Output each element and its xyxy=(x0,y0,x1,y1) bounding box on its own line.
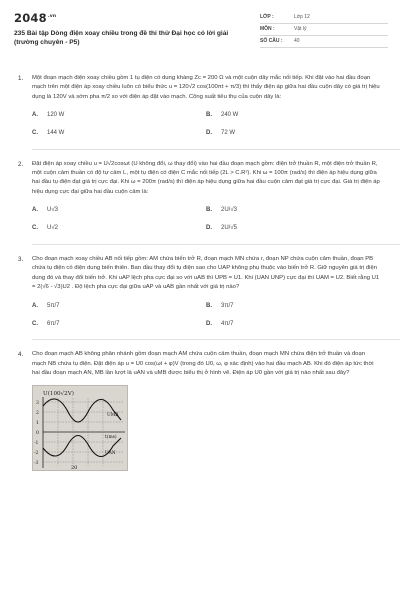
option-letter: C. xyxy=(32,130,38,137)
question-2 xyxy=(14,160,388,245)
option-value: 6π/7 xyxy=(47,320,60,327)
option-letter: B. xyxy=(206,112,212,119)
meta-value: 40 xyxy=(294,37,300,44)
question-text: Cho đoạn mạch AB không phân nhánh gồm đoạn mạch AM chứa cuộn cảm thuần, đoạn mạch MN chứa điện trở thuần và đoạn mạch NB chứa tụ điện. Đặt điện áp u = U0 cos(ωt + φ)V (trong đó U0, ω, φ xác định) vào hai đầu mạch AB. Khi đó điện áp tức thời hai đầu đoạn mạch AN, MB lần lượt là uAN và uMB được biểu thị ở hình vẽ. Điện áp U0 gần với giá trị nào nhất sau đây? xyxy=(32,351,374,376)
label-20: 20 xyxy=(71,465,78,472)
question-body xyxy=(32,74,380,150)
question-divider xyxy=(32,149,400,150)
question-number: 4. xyxy=(18,351,24,359)
graph-y-ticks xyxy=(34,400,39,466)
option-a[interactable] xyxy=(32,202,206,220)
question-4 xyxy=(14,350,388,378)
graph-ylabel: U(100√2V) xyxy=(43,391,74,398)
question-text: Một đoạn mạch điện xoay chiều gồm 1 tụ điện có dung kháng Zc = 200 Ω và một cuộn dây mắc nối tiếp. Khi đặt vào hai đầu đoạn mạch trên một điện áp xoay chiều luôn có biểu thức u = 120√2 cos(100πt + π/3) thì thấy điện áp giữa hai đầu cuộn dây có giá trị hiệu dụng là 120V và sớm pha π/2 so với điện áp đặt vào mạch. Công suất tiêu thụ của cuộn dây là: xyxy=(32,75,380,100)
meta-key: SỐ CÂU : xyxy=(260,37,283,44)
option-value: 120 W xyxy=(47,112,65,119)
umb-curve xyxy=(43,399,121,422)
option-letter: C. xyxy=(32,225,38,232)
y-tick: 2 xyxy=(36,411,39,417)
label-time: t(ms) xyxy=(105,435,117,441)
y-tick: -1 xyxy=(34,441,39,447)
option-letter: D. xyxy=(206,320,212,327)
option-letter: D. xyxy=(206,225,212,232)
option-a[interactable] xyxy=(32,297,206,315)
meta-value: Lớp 12 xyxy=(294,13,310,20)
option-value: U√3 xyxy=(47,207,58,214)
question-body xyxy=(32,350,380,378)
option-value: 72 W xyxy=(221,130,236,137)
meta-key: MÔN : xyxy=(260,25,275,32)
y-tick: 3 xyxy=(36,401,39,407)
document-header xyxy=(14,10,388,64)
option-letter: A. xyxy=(32,207,38,214)
option-letter: B. xyxy=(206,302,212,309)
option-d[interactable] xyxy=(206,220,380,238)
option-value: 3π/7 xyxy=(221,302,234,309)
question-1 xyxy=(14,74,388,150)
meta-value: Vật lý xyxy=(294,25,307,32)
header-left xyxy=(14,10,242,47)
voltage-graph-figure xyxy=(32,385,128,471)
option-b[interactable] xyxy=(206,202,380,220)
question-number: 3. xyxy=(18,256,24,264)
answer-options xyxy=(32,202,380,238)
option-c[interactable] xyxy=(32,220,206,238)
question-number: 2. xyxy=(18,160,24,168)
y-tick: -3 xyxy=(34,461,39,467)
label-umb: UMB xyxy=(107,413,119,419)
question-number: 1. xyxy=(18,75,24,82)
option-value: 144 W xyxy=(47,130,65,137)
option-value: 2U/√5 xyxy=(221,225,237,232)
option-d[interactable] xyxy=(206,315,380,333)
option-c[interactable] xyxy=(32,125,206,143)
option-letter: B. xyxy=(206,207,212,214)
option-a[interactable] xyxy=(32,107,206,125)
meta-row-subject xyxy=(260,24,388,36)
site-logo[interactable] xyxy=(14,10,242,25)
option-letter: A. xyxy=(32,302,38,309)
y-tick: 1 xyxy=(36,421,39,427)
label-uan: UAN xyxy=(105,451,116,457)
y-tick: -2 xyxy=(34,451,39,457)
meta-row-class xyxy=(260,12,388,24)
voltage-graph-svg xyxy=(33,386,129,472)
answer-options xyxy=(32,297,380,333)
meta-table xyxy=(260,12,388,48)
option-value: 5π/7 xyxy=(47,302,60,309)
option-value: U√2 xyxy=(47,225,58,232)
question-divider xyxy=(32,339,400,340)
answer-options xyxy=(32,107,380,143)
option-letter: D. xyxy=(206,130,212,137)
option-letter: A. xyxy=(32,112,38,119)
logo-text: 2048 xyxy=(14,10,47,25)
y-tick: 0 xyxy=(36,431,39,437)
question-divider xyxy=(32,244,400,245)
option-c[interactable] xyxy=(32,315,206,333)
option-b[interactable] xyxy=(206,297,380,315)
document-title: 235 Bài tập Dòng điện xoay chiều trong đề thi thử Đại học có lời giải (trường chuyên - P5) xyxy=(14,29,229,46)
option-value: 2U/√3 xyxy=(221,207,237,214)
logo-suffix: .vn xyxy=(47,14,57,19)
option-letter: C. xyxy=(32,320,38,327)
meta-key: LỚP : xyxy=(260,13,274,20)
option-value: 4π/7 xyxy=(221,320,234,327)
question-3 xyxy=(14,255,388,340)
option-b[interactable] xyxy=(206,107,380,125)
question-text: Cho đoạn mạch xoay chiều AB nối tiếp gồm: AM chứa biến trở R, đoạn mạch MN chứa r, đoạn NP chứa cuộn cảm thuần, đoạn PB chứa tụ điện có điện dung biến thiên. Ban đầu thay đổi tụ điện sao cho UAP không phụ thuộc vào biến trở R. Giữ nguyên giá trị điện dung đó và thay đổi biến trở. Khi uAP lệch pha cực đại so với uAB thì UPB = U1. Khi (UAN UNP) cực đại thì UAM = U2. Biết rằng U1 = 2(√6 - √3)U2 . Độ lệch pha cực đại giữa uAP và uAB gần nhất với giá trị nào? xyxy=(32,256,380,290)
question-body xyxy=(32,255,380,340)
question-text: Đặt điện áp xoay chiều u = U√2cosωt (U không đổi, ω thay đổi) vào hai đầu đoạn mạch gồm: điện trở thuần R, một điện trở thuần R, một cuộn cảm thuần có độ tự cảm L, một tụ điện có điện C mắc nối tiếp (2L > C.R²). Khi ω = 100π (rad/s) thì điện áp hiệu dụng giữa hai đầu tụ điện đạt giá trị cực đại. Khi ω = 200π (rad/s) thì điện áp hiệu dụng giữa hai đầu cuộn cảm đạt giá trị cực đại. Giá trị điện áp hiệu dụng cực đại giữa hai đầu cuộn cảm là: xyxy=(32,160,380,195)
question-body xyxy=(32,160,380,245)
meta-row-count xyxy=(260,36,388,48)
option-d[interactable] xyxy=(206,125,380,143)
option-value: 240 W xyxy=(221,112,239,119)
